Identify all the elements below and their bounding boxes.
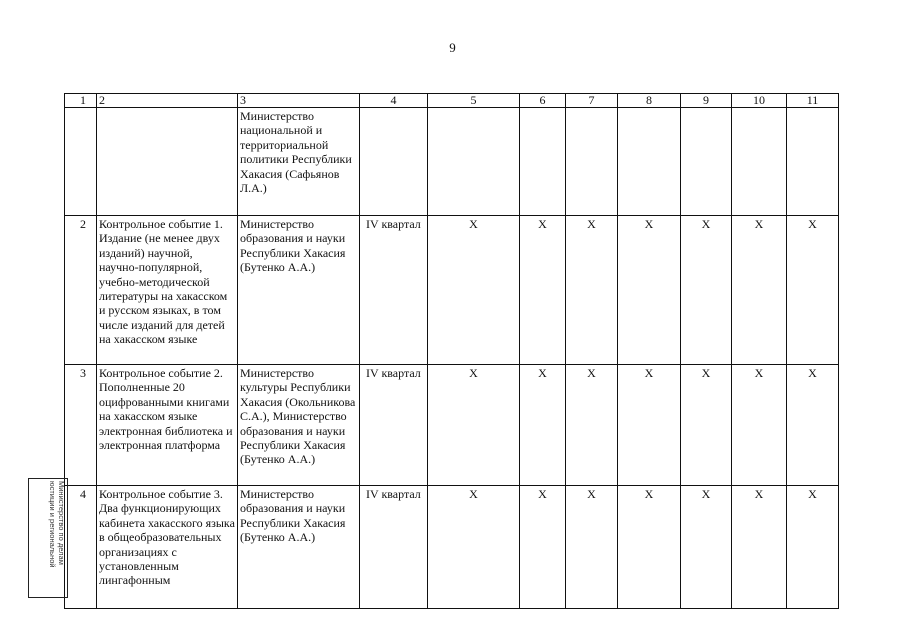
mark-cell: X — [681, 216, 732, 365]
header-cell: 2 — [97, 94, 238, 108]
stamp-line: юстиции и региональной — [48, 481, 57, 568]
responsible-cell: Министерство культуры Республики Хакасия (Окольникова С.А.), Министерство образования и науки Республики Хакасия (Бутенко А.А.) — [238, 365, 360, 486]
row-number: 3 — [65, 365, 97, 486]
mark-cell: X — [520, 216, 566, 365]
mark-cell: X — [428, 486, 520, 609]
mark-cell — [681, 108, 732, 216]
stamp-line: Министерство по делам — [57, 481, 66, 565]
registration-stamp — [28, 478, 68, 598]
page-number: 9 — [449, 40, 456, 55]
mark-cell: X — [566, 365, 618, 486]
mark-cell — [566, 108, 618, 216]
event-cell — [97, 108, 238, 216]
responsible-cell: Министерство образования и науки Республики Хакасия (Бутенко А.А.) — [238, 486, 360, 609]
table-header-row — [65, 94, 839, 108]
header-cell: 9 — [681, 94, 732, 108]
row-number: 2 — [65, 216, 97, 365]
mark-cell: X — [787, 486, 839, 609]
mark-cell: X — [618, 365, 681, 486]
mark-cell: X — [732, 486, 787, 609]
event-cell: Контрольное событие 2. Пополненные 20 оцифрованными книгами на хакасском языке электронная библиотека и электронная платформа — [97, 365, 238, 486]
mark-cell — [428, 108, 520, 216]
mark-cell — [520, 108, 566, 216]
period-cell: IV квартал — [360, 365, 428, 486]
event-cell: Контрольное событие 3. Два функционирующих кабинета хакасского языка в общеобразовательных организациях с установленным лингафонным — [97, 486, 238, 609]
header-cell: 1 — [65, 94, 97, 108]
table-row — [65, 216, 839, 365]
period-cell: IV квартал — [360, 216, 428, 365]
period-cell: IV квартал — [360, 486, 428, 609]
event-cell: Контрольное событие 1. Издание (не менее двух изданий) научной, научно-популярной, учебно-методической литературы на хакасском и русском языках, в том числе изданий для детей на хакасском языке — [97, 216, 238, 365]
header-cell: 8 — [618, 94, 681, 108]
mark-cell: X — [428, 365, 520, 486]
header-cell: 11 — [787, 94, 839, 108]
plan-table — [64, 93, 839, 609]
mark-cell: X — [787, 365, 839, 486]
responsible-cell: Министерство образования и науки Республики Хакасия (Бутенко А.А.) — [238, 216, 360, 365]
mark-cell: X — [520, 486, 566, 609]
mark-cell: X — [618, 216, 681, 365]
header-cell: 4 — [360, 94, 428, 108]
row-number — [65, 108, 97, 216]
period-cell — [360, 108, 428, 216]
mark-cell: X — [520, 365, 566, 486]
table-row — [65, 486, 839, 609]
mark-cell — [787, 108, 839, 216]
mark-cell: X — [428, 216, 520, 365]
mark-cell: X — [732, 365, 787, 486]
responsible-cell: Министерство национальной и территориальной политики Республики Хакасия (Сафьянов Л.А.) — [238, 108, 360, 216]
mark-cell: X — [618, 486, 681, 609]
table-row — [65, 365, 839, 486]
row-number: 4 — [65, 486, 97, 609]
mark-cell — [732, 108, 787, 216]
mark-cell: X — [566, 486, 618, 609]
table-row — [65, 108, 839, 216]
mark-cell — [618, 108, 681, 216]
mark-cell: X — [566, 216, 618, 365]
mark-cell: X — [681, 486, 732, 609]
header-cell: 10 — [732, 94, 787, 108]
header-cell: 7 — [566, 94, 618, 108]
header-cell: 3 — [238, 94, 360, 108]
mark-cell: X — [681, 365, 732, 486]
header-cell: 5 — [428, 94, 520, 108]
header-cell: 6 — [520, 94, 566, 108]
mark-cell: X — [787, 216, 839, 365]
mark-cell: X — [732, 216, 787, 365]
